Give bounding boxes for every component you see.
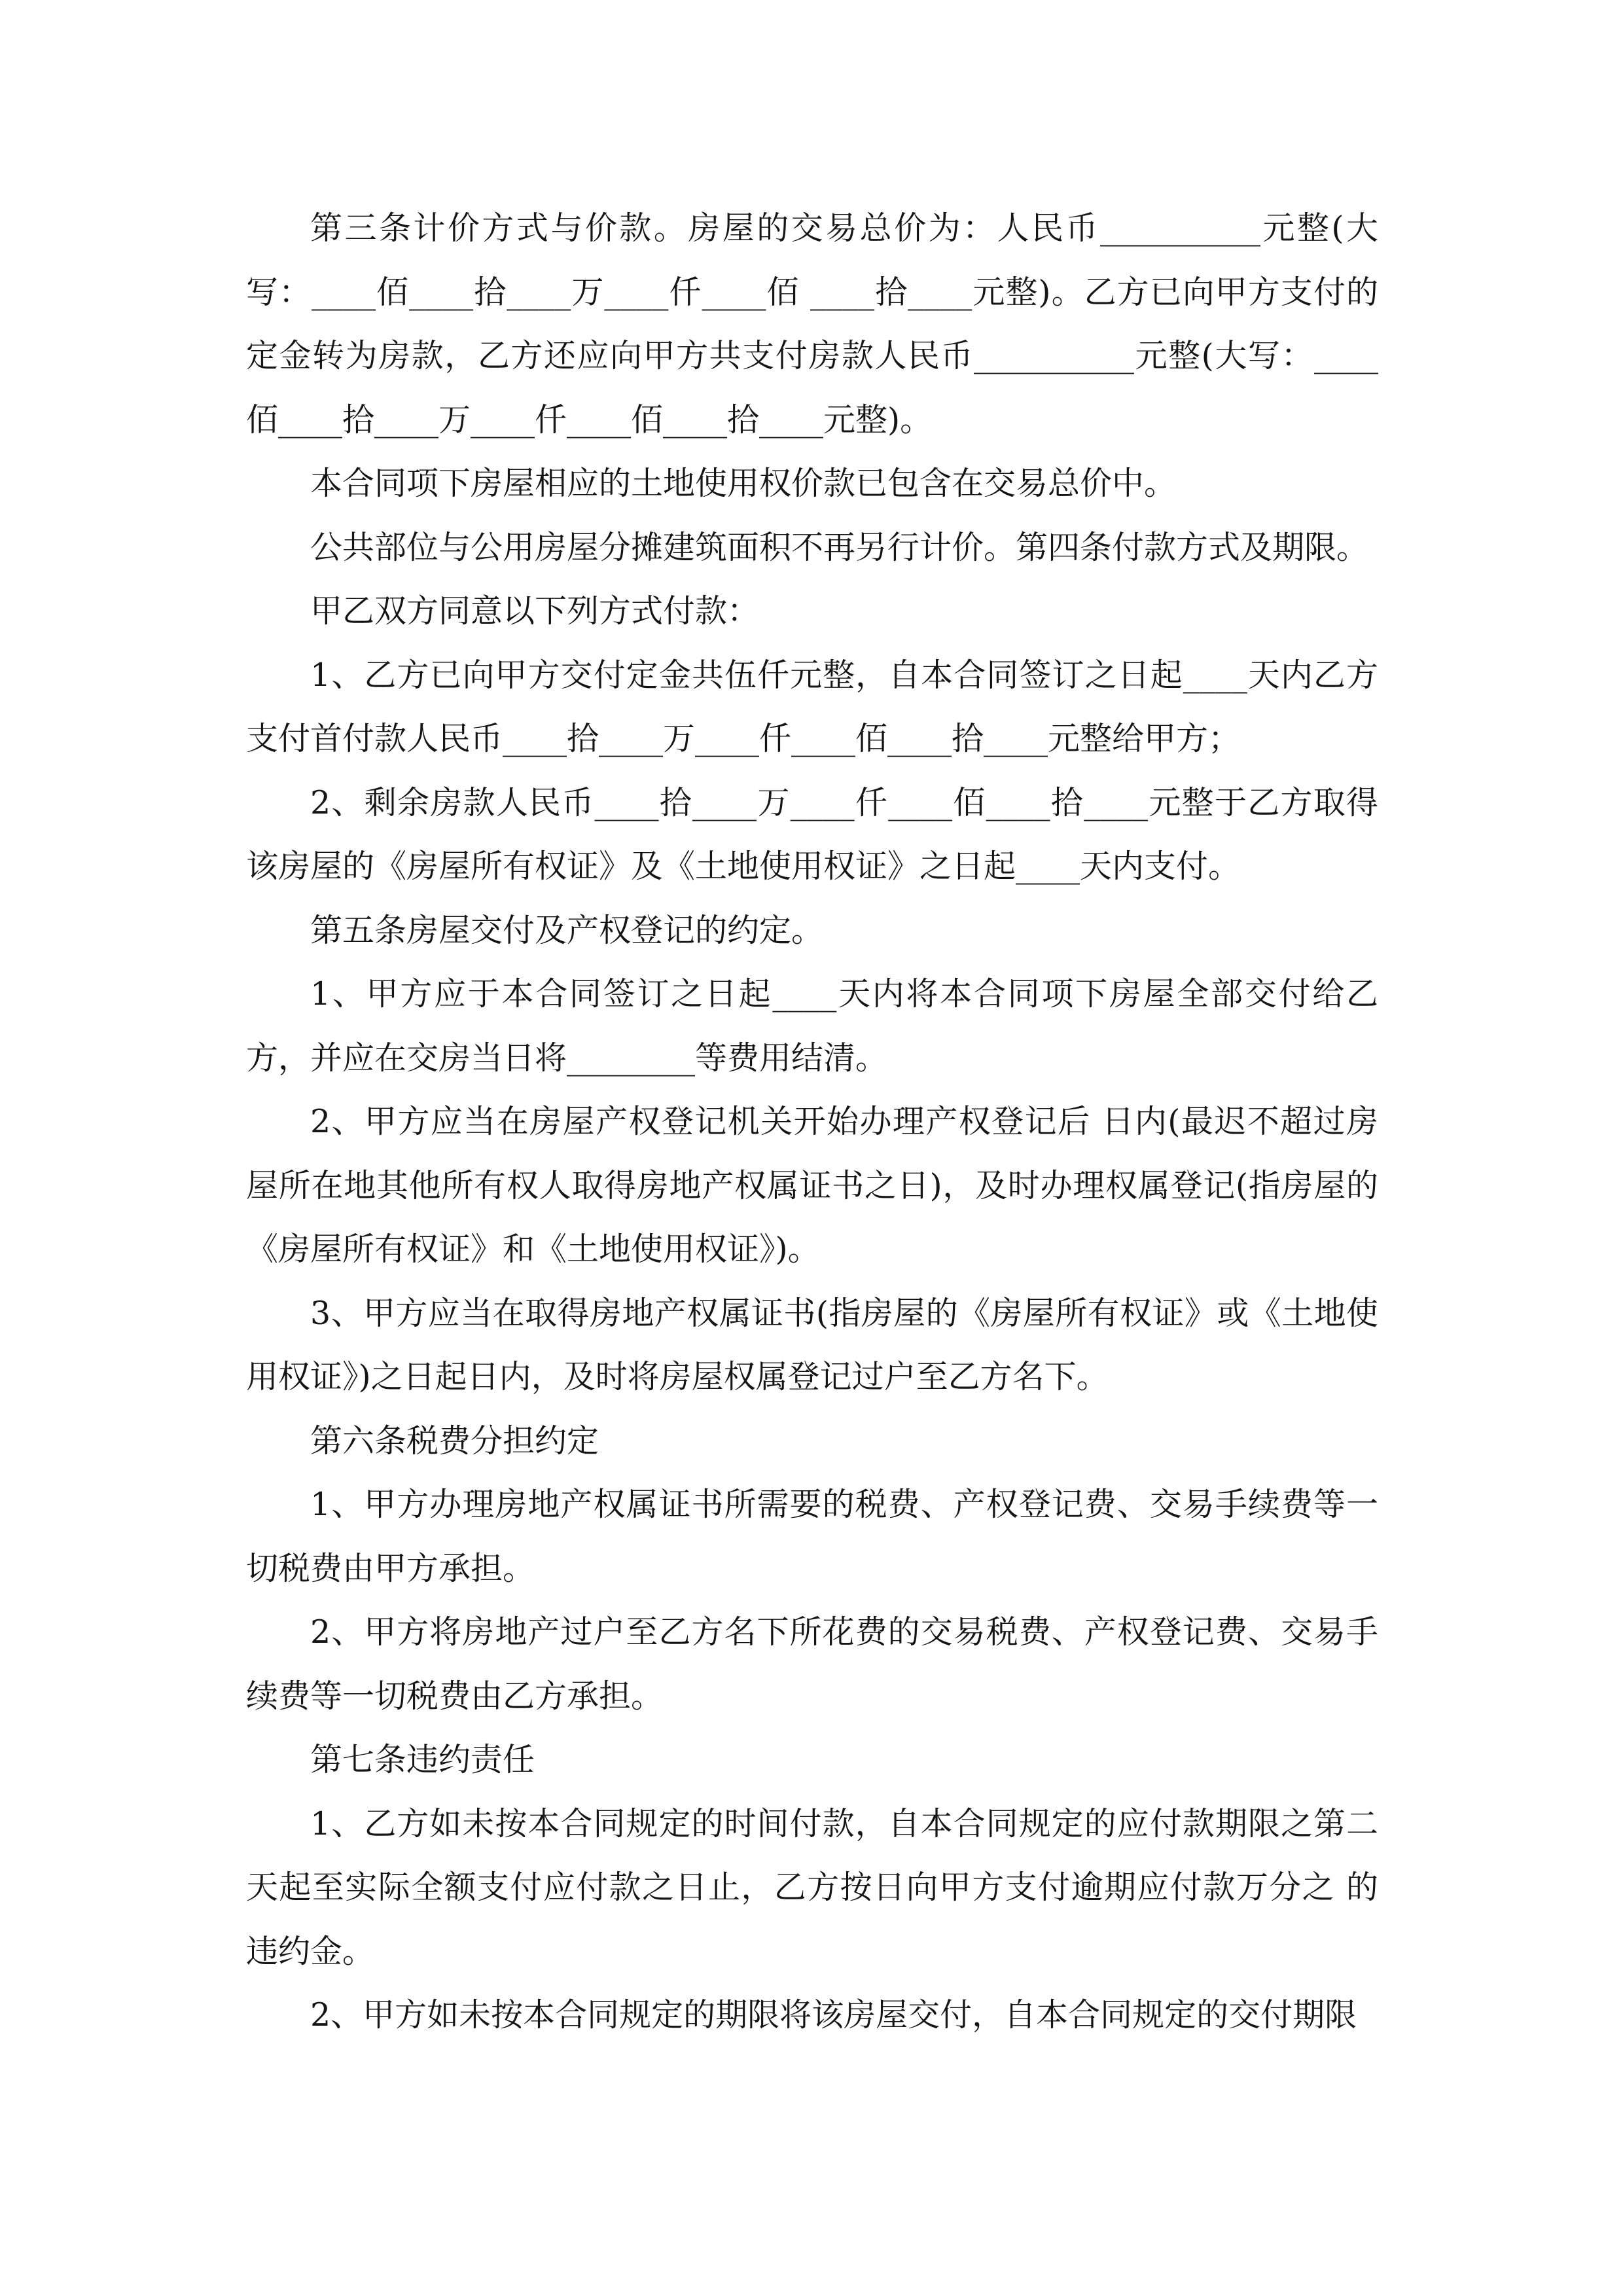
document-body — [246, 196, 1378, 2047]
paragraph-land-use-price: 本合同项下房屋相应的土地使用权价款已包含在交易总价中。 — [310, 465, 1177, 502]
paragraph-payment-item-2: 2、剩余房款人民币____拾____万____仟____佰____拾____元整于乙方取得该房屋的《房屋所有权证》及《土地使用权证》之日起____天内支付。 — [246, 783, 1378, 885]
paragraph-tax-item-2: 2、甲方将房地产过户至乙方名下所花费的交易税费、产权登记费、交易手续费等一切税费由乙方承担。 — [246, 1613, 1378, 1715]
paragraph-article-6-heading: 第六条税费分担约定 — [310, 1422, 599, 1460]
paragraph-liability-item-1: 1、乙方如未按本合同规定的时间付款，自本合同规定的应付款期限之第二天起至实际全额支付应付款之日止，乙方按日向甲方支付逾期应付款万分之 的违约金。 — [246, 1804, 1378, 1970]
paragraph-article-3-price: 第三条计价方式与价款。房屋的交易总价为：人民币__________元整(大写：____佰____拾____万____仟____佰 ____拾____元整)。乙方已向甲方支付的定金转为房款，乙方还应向甲方共支付房款人民币__________元整(大写：____佰____拾____万____仟____佰____拾____元整)。 — [246, 209, 1378, 439]
paragraph-tax-item-1: 1、甲方办理房地产权属证书所需要的税费、产权登记费、交易手续费等一切税费由甲方承担。 — [246, 1486, 1378, 1587]
paragraph-delivery-item-1: 1、甲方应于本合同签订之日起____天内将本合同项下房屋全部交付给乙方，并应在交房当日将________等费用结清。 — [246, 975, 1378, 1077]
paragraph-payment-intro: 甲乙双方同意以下列方式付款： — [310, 592, 760, 630]
paragraph-article-5-heading: 第五条房屋交付及产权登记的约定。 — [310, 911, 824, 949]
paragraph-payment-item-1: 1、乙方已向甲方交付定金共伍仟元整，自本合同签订之日起____天内乙方支付首付款人民币____拾____万____仟____佰____拾____元整给甲方； — [246, 656, 1378, 757]
paragraph-delivery-item-3: 3、甲方应当在取得房地产权属证书(指房屋的《房屋所有权证》或《土地使用权证》)之日起日内，及时将房屋权属登记过户至乙方名下。 — [246, 1294, 1378, 1395]
paragraph-public-area-article-4: 公共部位与公用房屋分摊建筑面积不再另行计价。第四条付款方式及期限。 — [310, 528, 1369, 566]
paragraph-delivery-item-2: 2、甲方应当在房屋产权登记机关开始办理产权登记后 日内(最迟不超过房屋所在地其他所有权人取得房地产权属证书之日)，及时办理权属登记(指房屋的《房屋所有权证》和《土地使用权证》)。 — [246, 1103, 1378, 1268]
paragraph-liability-item-2: 2、甲方如未按本合同规定的期限将该房屋交付，自本合同规定的交付期限 — [310, 1996, 1357, 2034]
paragraph-article-7-heading: 第七条违约责任 — [310, 1741, 535, 1778]
